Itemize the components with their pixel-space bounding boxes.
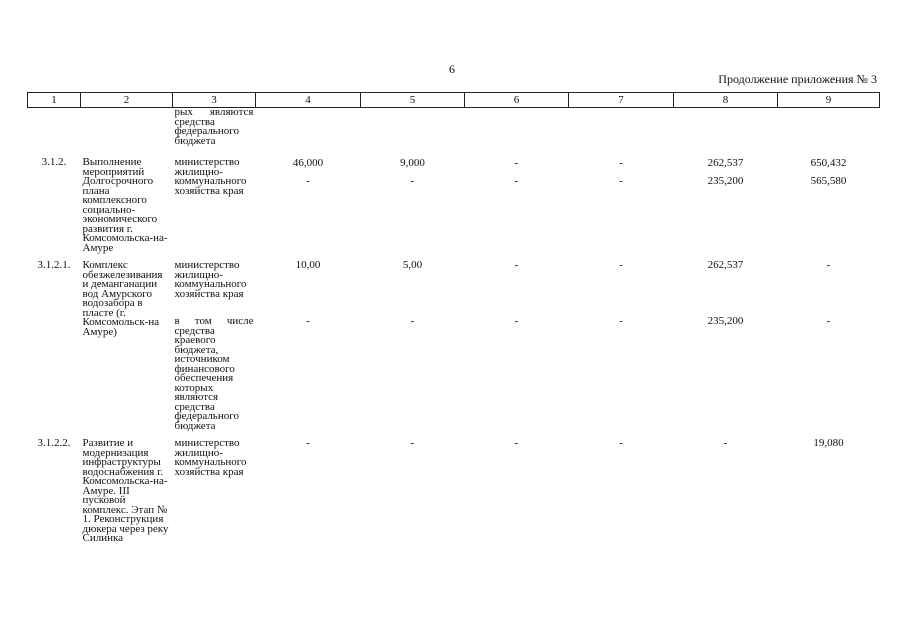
header-row xyxy=(28,93,880,108)
value-cell: 19,080 xyxy=(813,437,844,449)
value-cell: - xyxy=(306,437,310,449)
value-cell: - xyxy=(619,437,623,449)
value-cell: - xyxy=(410,437,415,449)
value-cell: - xyxy=(826,259,831,271)
value-cell: 650,432 565,580 xyxy=(810,157,847,187)
column-header: 2 xyxy=(81,93,173,108)
value-cell: - xyxy=(514,315,519,327)
responsible-cell: министерство жилищно-коммунального хозяйства края xyxy=(174,259,247,300)
value-cell: 262,537 xyxy=(707,259,744,271)
value-cell: - xyxy=(514,437,519,449)
value-cell: - xyxy=(619,259,623,271)
value-cell: - xyxy=(410,315,415,327)
column-header: 5 xyxy=(361,93,465,108)
responsible-cell: рых являются средства федерального бюджета xyxy=(174,106,254,147)
table-row xyxy=(28,158,880,253)
value-cell: 5,00 xyxy=(402,259,423,271)
value-cell: - xyxy=(723,437,728,449)
table-row xyxy=(28,261,880,317)
value-cell: - xyxy=(619,315,623,327)
value-cell: 10,00 xyxy=(295,259,321,271)
value-cell: - xyxy=(514,259,519,271)
item-name: Развитие и модернизация инфраструктуры водоснабжения г. Комсомольска-на-Амуре. III пусковой комплекс. Этап № 1. Реконструкция дюкера через реку Силинка xyxy=(82,437,169,544)
column-header: 4 xyxy=(256,93,361,108)
column-header: 6 xyxy=(465,93,569,108)
value-cell: - xyxy=(826,315,831,327)
item-number: 3.1.2.1. xyxy=(37,259,71,271)
responsible-cell: в том числе средства краевого бюджета, источником финансового обеспечения которых являются средства федерального бюджета xyxy=(174,315,254,432)
column-header: 7 xyxy=(569,93,674,108)
item-name: Комплекс обезжелезивания и деманганации вод Амурского водозабора в пласте (г. Комсомольск-на Амуре) xyxy=(82,259,163,338)
column-header: 8 xyxy=(674,93,778,108)
value-cell: 9,000 - xyxy=(400,157,425,187)
value-cell: - xyxy=(306,315,310,327)
responsible-cell: министерство жилищно-коммунального хозяйства края xyxy=(174,156,247,197)
item-number: 3.1.2. xyxy=(41,156,67,168)
table-row xyxy=(28,439,880,544)
value-cell: - - xyxy=(514,157,519,187)
item-number: 3.1.2.2. xyxy=(37,437,71,449)
value-cell: 262,537 235,200 xyxy=(707,157,744,187)
value-cell: - - xyxy=(619,157,623,187)
responsible-cell: министерство жилищно-коммунального хозяйства края xyxy=(174,437,247,478)
value-cell: 46,000 - xyxy=(292,157,324,187)
value-cell: 235,200 xyxy=(707,315,744,327)
column-header: 1 xyxy=(28,93,81,108)
continuation-heading: Продолжение приложения № 3 xyxy=(718,72,877,86)
column-header: 3 xyxy=(173,93,256,108)
item-name: Выполнение мероприятий Долгосрочного плана комплексного социально-экономического развития г. Комсомольска-на-Амуре xyxy=(82,156,168,254)
appendix-table xyxy=(27,92,880,544)
page-number: 6 xyxy=(449,62,455,76)
table-row xyxy=(28,108,880,147)
column-header: 9 xyxy=(778,93,880,108)
